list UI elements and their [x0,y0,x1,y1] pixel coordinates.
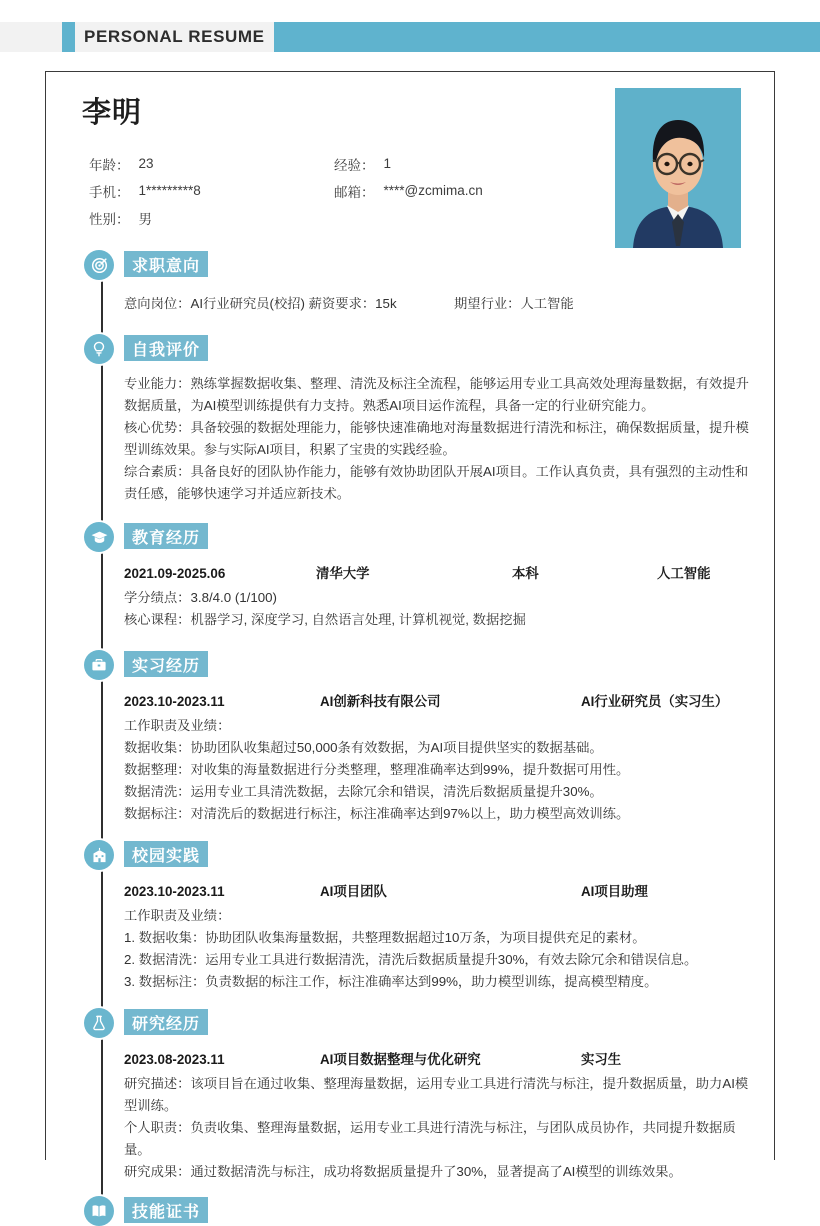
section-title: 技能证书 [124,1197,208,1223]
section-title: 求职意向 [124,251,208,277]
research-project: AI项目数据整理与优化研究 [320,1052,481,1067]
education-degree: 本科 [512,566,539,581]
section-title: 自我评价 [124,335,208,361]
book-icon [84,1196,114,1226]
lightbulb-icon [84,334,114,364]
section-self-evaluation [46,333,774,505]
research-detail: 个人职责：负责收集、整理海量数据，运用专业工具进行清洗与标注，与团队成员协作，共同提升数据质量。 [124,1120,736,1157]
section-title: 校园实践 [124,841,208,867]
campus-role: AI项目助理 [581,884,648,899]
internship-entry-header [124,691,756,713]
section-header [46,839,774,869]
personal-info-grid [89,150,559,231]
research-date: 2023.08-2023.11 [124,1052,225,1067]
section-header [46,1195,774,1225]
info-value: 1 [383,156,392,171]
campus-detail: 3. 数据标注：负责数据的标注工作，标注准确率达到99%，助力模型训练，提高模型精度。 [124,974,658,989]
info-row [89,150,559,177]
info-row [89,204,559,231]
section-skills-certificates [46,1195,774,1225]
school-building-icon [84,840,114,870]
section-title: 教育经历 [124,523,208,549]
info-label: 性别： [89,211,130,227]
section-research [46,1007,774,1183]
education-major: 人工智能 [657,566,711,581]
info-label: 经验： [334,157,375,173]
internship-detail: 数据标注：对清洗后的数据进行标注，标注准确率达到97%以上，助力模型高效训练。 [124,806,630,821]
campus-date: 2023.10-2023.11 [124,884,225,899]
info-value: ****@zcmima.cn [383,183,483,198]
internship-detail: 数据整理：对收集的海量数据进行分类整理，整理准确率达到99%，提升数据可用性。 [124,762,630,777]
research-detail: 研究描述：该项目旨在通过收集、整理海量数据，运用专业工具进行清洗与标注，提升数据质量，助力AI模型训练。 [124,1076,749,1113]
internship-detail: 数据收集：协助团队收集超过50,000条有效数据，为AI项目提供坚实的数据基础。 [124,740,603,755]
internship-role: AI行业研究员（实习生） [581,694,729,709]
research-entry-header [124,1049,756,1071]
intent-position-salary: 意向岗位：AI行业研究员(校招) 薪资要求：15k [124,296,397,311]
info-value: 23 [138,156,154,171]
section-body [124,279,774,315]
info-field-age [89,154,334,174]
campus-entry-header [124,881,756,903]
self-eval-paragraph: 专业能力：熟练掌握数据收集、整理、清洗及标注全流程，能够运用专业工具高效处理海量数据，有效提升数据质量，为AI模型训练提供有力支持。熟悉AI项目运作流程，具备一定的行业研究能力。 [124,376,749,413]
section-education [46,521,774,631]
section-body [124,1037,774,1183]
internship-detail: 数据清洗：运用专业工具清洗数据，去除冗余和错误，清洗后数据质量提升30%。 [124,784,603,799]
section-body [124,551,774,631]
section-header [46,333,774,363]
section-header [46,1007,774,1037]
briefcase-icon [84,650,114,680]
campus-detail: 2. 数据清洗：运用专业工具进行数据清洗，清洗后数据质量提升30%，有效去除冗余和错误信息。 [124,952,698,967]
campus-org: AI项目团队 [320,884,387,899]
self-eval-paragraph: 综合素质：具备良好的团队协作能力，能够有效协助团队开展AI项目。工作认真负责，具有强烈的主动性和责任感，能够快速学习并适应新技术。 [124,464,749,501]
info-value: 1*********8 [138,183,201,198]
header-banner-title-box [75,22,274,52]
section-header [46,521,774,551]
info-field-phone [89,181,334,201]
job-intent-row [124,285,756,315]
page-title: PERSONAL RESUME [84,27,265,46]
section-header [46,649,774,679]
education-school: 清华大学 [316,566,370,581]
section-campus-practice [46,839,774,993]
info-field-gender [89,208,334,228]
section-body [124,869,774,993]
info-value: 男 [138,211,152,227]
section-header [46,249,774,279]
internship-detail: 工作职责及业绩： [124,718,231,733]
graduation-cap-icon [84,522,114,552]
section-job-intent [46,249,774,315]
info-field-email [334,181,483,201]
section-body [124,679,774,825]
resume-card [45,71,775,1221]
section-body [124,363,774,505]
info-label: 手机： [89,184,130,200]
info-row [89,177,559,204]
target-icon [84,250,114,280]
education-date: 2021.09-2025.06 [124,566,226,581]
internship-date: 2023.10-2023.11 [124,694,225,709]
section-title: 实习经历 [124,651,208,677]
info-field-experience [334,154,391,174]
info-label: 年龄： [89,157,130,173]
info-label: 邮箱： [334,184,375,200]
campus-detail: 1. 数据收集：协助团队收集海量数据，共整理数据超过10万条，为项目提供充足的素材。 [124,930,646,945]
section-internship [46,649,774,825]
self-eval-paragraph: 核心优势：具备较强的数据处理能力，能够快速准确地对海量数据进行清洗和标注，确保数据质量，提升模型训练效果。参与实际AI项目，积累了宝贵的实践经验。 [124,420,749,457]
education-entry-header [124,563,756,585]
candidate-photo [615,88,741,248]
education-detail: 核心课程：机器学习, 深度学习, 自然语言处理, 计算机视觉, 数据挖掘 [124,612,526,627]
intent-industry: 期望行业：人工智能 [454,296,574,311]
research-role: 实习生 [581,1052,622,1067]
personal-header [46,72,774,237]
campus-detail: 工作职责及业绩： [124,908,231,923]
flask-icon [84,1008,114,1038]
section-title: 研究经历 [124,1009,208,1035]
header-banner-left-gap [0,22,62,52]
candidate-name: 李明 [82,97,143,129]
research-detail: 研究成果：通过数据清洗与标注，成功将数据质量提升了30%，显著提高了AI模型的训练效果。 [124,1164,682,1179]
internship-company: AI创新科技有限公司 [320,694,441,709]
education-detail: 学分绩点：3.8/4.0 (1/100) [124,590,277,605]
